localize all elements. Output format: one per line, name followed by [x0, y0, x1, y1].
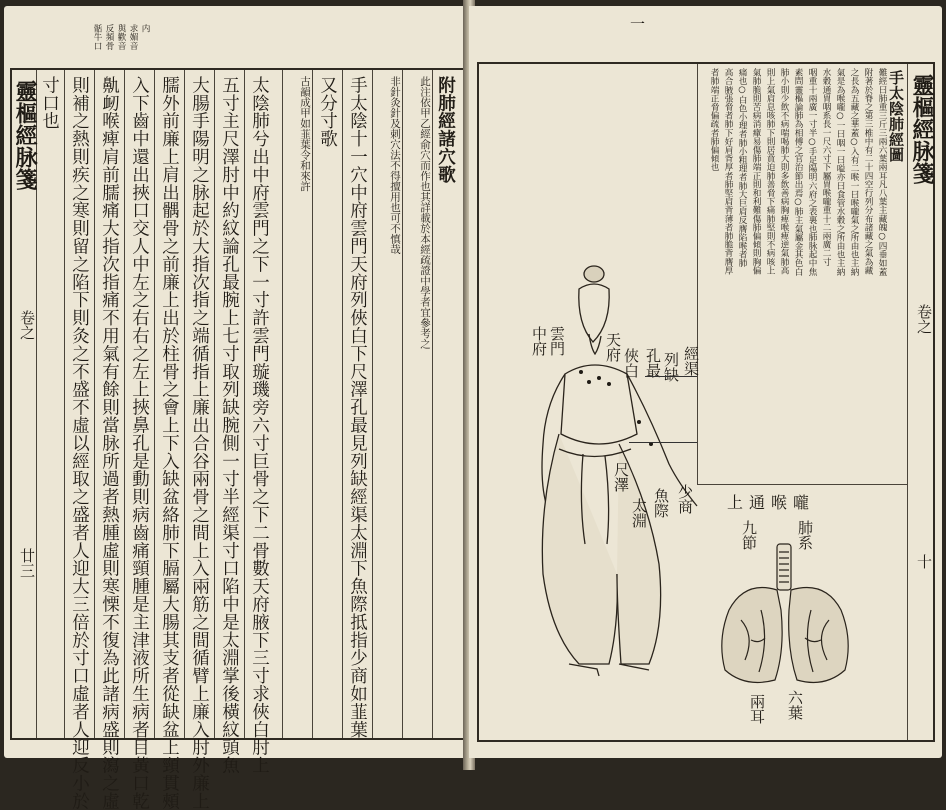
treatise-col-8: 肺小則少飲不病喘喝肺大則多飲善病胸痺喉痺逆氣肺高: [779, 68, 789, 275]
poem-subtitle: 又分寸歌: [317, 76, 338, 148]
margin-note-2: 反頻骨: [104, 24, 115, 50]
treatise-col-10: 氣肺脆則苦病消癉易傷肺端正則和利難傷肺偏傾則胸偏: [751, 68, 761, 275]
left-running-head: 靈樞經脉箋: [12, 80, 38, 190]
text-col-2: 則補之熱則疾之寒則留之陷下則灸之不盛不虛以經取之盛者人迎大三倍於寸口虛者人迎反小於: [69, 76, 90, 810]
treatise-block: [697, 64, 908, 485]
right-frame: [477, 62, 935, 742]
right-running-head: 靈樞經脉箋: [909, 74, 935, 184]
right-page-number: 十: [915, 554, 933, 569]
label-lung-system: 肺系: [796, 520, 814, 550]
label-taiyuan: 太淵: [630, 498, 648, 528]
treatise-col-2: 附著於脊之第三椎中有二十四空行列分布諸藏之氣為藏: [863, 68, 873, 275]
poem-line-2: 太陰肺兮出中府雲門之下一寸許雲門璇璣旁六寸巨骨之下二骨數天府腋下三寸求俠白肘上: [249, 76, 270, 775]
text-col-4: 入下齒中還出挾口交人中左之右右之左上挾鼻孔是動則病齒痛頸腫是主津液所生病者目黃口乾: [129, 76, 150, 810]
label-shaoshang: 少商: [676, 484, 694, 514]
label-nine-segments: 九節: [740, 520, 758, 550]
chart-title: 手太陰肺經圖: [887, 70, 905, 163]
left-frame: [10, 68, 466, 810]
poem-note-2: 非針灸針及刺穴法不得擅用也可不慎哉: [389, 76, 401, 255]
label-chize: 尺澤: [612, 462, 630, 492]
lung-title: 上通喉嚨: [727, 493, 816, 512]
margin-note-4: 求媚音: [128, 24, 139, 50]
poem-title: 附肺經諸穴歌: [435, 76, 456, 184]
label-six-lobes: 六葉: [786, 690, 804, 720]
left-page: [4, 6, 467, 810]
text-col-5: 臑外前廉上肩出髃骨之前廉上出於柱骨之會上下入缺盆絡肺下膈屬大腸其支者從缺盆上頸貫頰: [159, 76, 180, 810]
poem-note-short: 古韻成甲如韮葉令和來許: [299, 76, 311, 192]
treatise-col-11: 痛也○白色小理者肺小粗理者肺大巨肩反膺陷喉者肺: [737, 68, 747, 268]
text-col-1: 寸口也: [39, 76, 60, 130]
label-kongzui: 孔最: [644, 348, 662, 378]
treatise-col-7: 素問靈樞論肺為相傅之官治節出焉○肺主氣屬金其色白: [793, 68, 803, 276]
label-lieque: 列缺: [662, 352, 680, 382]
treatise-col-3: 之長為五藏之華蓋○入有二喉一曰喉嚨氣之所由也主納: [849, 68, 859, 276]
poem-note-1: 此注依甲乙經俞穴而作也其詳載於本經疏證中學者宜參考之: [419, 76, 431, 349]
treatise-col-12: 高合腋張脅者肺下好肩背厚者肺堅肩背薄者肺脆背膺厚: [723, 68, 733, 275]
text-col-3: 鼽衂喉痺肩前臑痛大指次指痛不用氣有餘則當脉所過者熱腫虛則寒慄不復為此諸病盛則瀉之虛: [99, 76, 120, 810]
poem-line-3: 五寸主尺澤肘中約紋論孔最腕上七寸取列缺腕側一寸半經渠寸口陷中是太淵掌後橫紋頭魚: [219, 76, 240, 775]
left-page-number: 廿三: [18, 548, 36, 578]
treatise-col-13: 者肺端正脅偏疏者肺偏傾也: [709, 68, 719, 172]
treatise-col-4: 氣是為喉嚨○一曰咽一曰嗌亦曰食管水穀之所由也主納: [835, 68, 845, 276]
label-yunmen: 雲門: [548, 326, 566, 356]
right-volume-label: 卷之: [915, 304, 933, 334]
treatise-col-9: 則上氣肩息咳肺下則居賁迫肺善脅下痛肺堅則不病咳上: [765, 68, 775, 275]
text-col-6: 大腸手陽明之脉起於大指次指之端循指上廉出合谷兩骨之間上入兩筋之間循臂上廉入肘外廉上: [189, 76, 210, 810]
right-top-mark: 一: [628, 16, 646, 31]
treatise-col-1: 難經曰肺重三斤三兩六葉兩耳凡八葉主藏魄○四垂如蓋: [877, 68, 887, 276]
margin-note-3: 與歡音: [116, 24, 127, 50]
human-figure-illustration: [499, 244, 699, 674]
margin-note-5: 内: [140, 24, 151, 33]
right-page: [469, 6, 942, 758]
label-two-ears: 兩耳: [748, 694, 766, 724]
lung-illustration: [715, 540, 855, 690]
left-volume-label: 卷之: [18, 310, 36, 340]
label-yuji: 魚際: [652, 488, 670, 518]
margin-note-1: 䯏牛口: [92, 24, 103, 50]
label-jingqu: 經渠: [682, 346, 700, 376]
treatise-col-5: 水穀通胃咽系長一尺六寸下屬胃喉嚨重十二兩廣二寸: [821, 68, 831, 266]
label-tianfu: 天府: [604, 332, 622, 362]
poem-line-1: 手太陰十一穴中府雲門天府列俠白下尺澤孔最見列缺經渠太淵下魚際抵指少商如韮葉: [347, 76, 368, 739]
treatise-col-6: 咽重十兩廣一寸半○手足陽明六府之表裏也肺脉起中焦: [807, 68, 817, 276]
label-xiabai: 俠白: [622, 348, 640, 378]
label-zhongfu: 中府: [530, 326, 548, 356]
